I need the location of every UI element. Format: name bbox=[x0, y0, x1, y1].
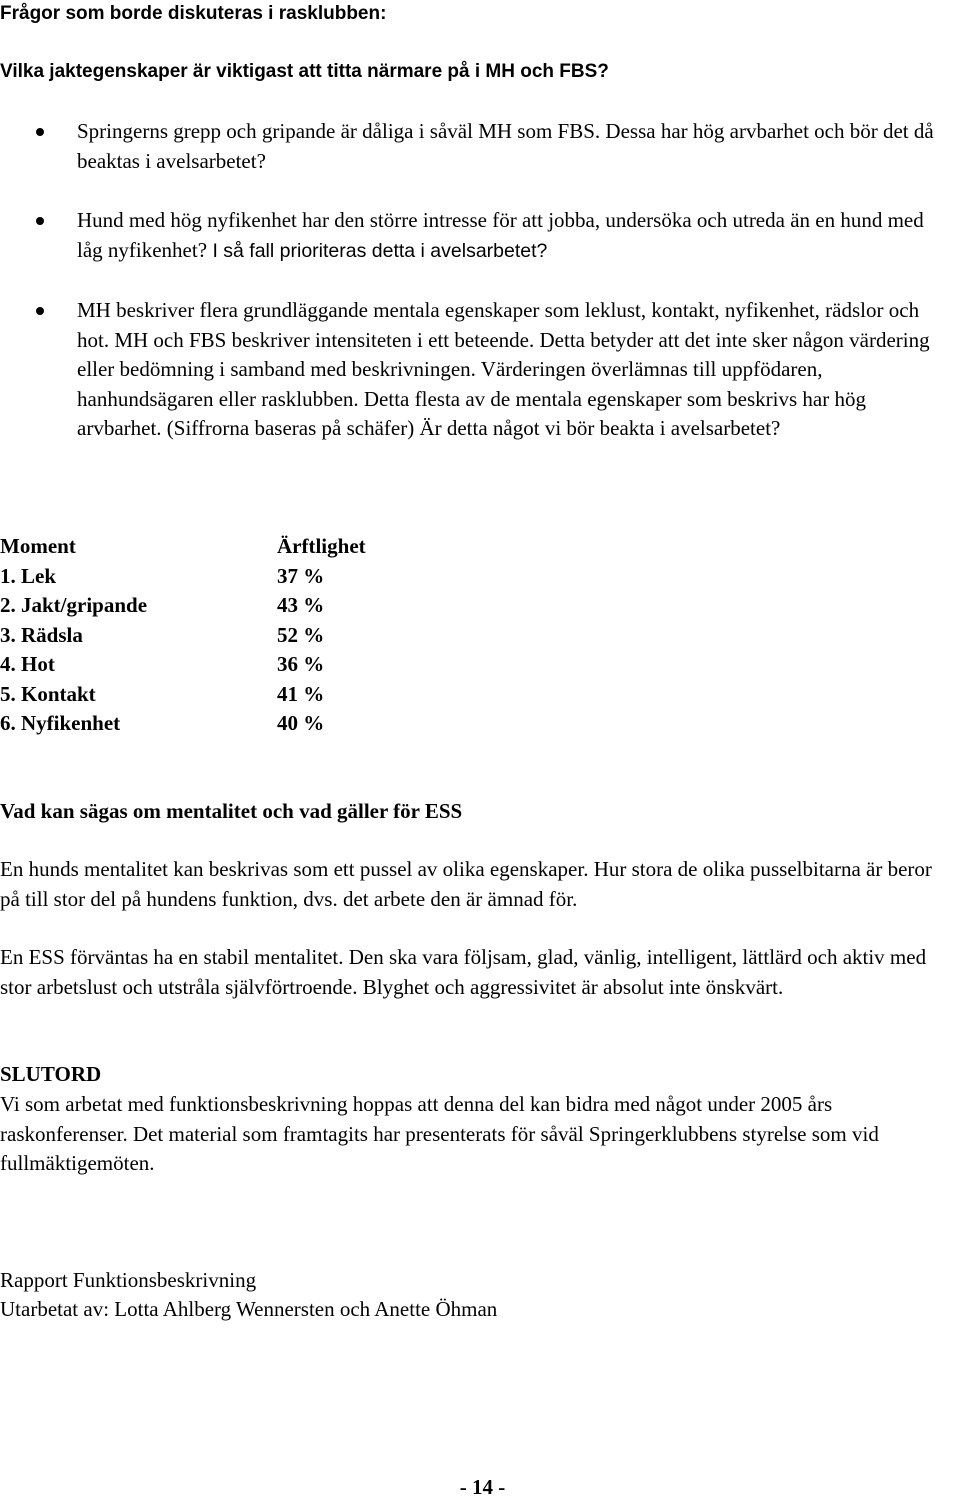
table-row bbox=[0, 709, 366, 739]
paragraph: En hunds mentalitet kan beskrivas som ett pussel av olika egenskaper. Hur stora de olika pusselbitarna är beror på till stor del på hundens funktion, dvs. det arbete den är ämnad för. bbox=[0, 857, 932, 911]
list-item-text: Hund med hög nyfikenhet har den större intresse för att jobba, undersöka och utreda än en hund med låg nyfikenhet? bbox=[77, 208, 924, 262]
list-item bbox=[0, 296, 947, 444]
column-header-moment: Moment bbox=[0, 534, 76, 558]
column-header-value: Ärftlighet bbox=[277, 534, 366, 558]
report-authors: Utarbetat av: Lotta Ahlberg Wennersten och Anette Öhman bbox=[0, 1297, 498, 1321]
moment-cell: 4. Hot bbox=[0, 652, 55, 676]
moment-cell: 5. Kontakt bbox=[0, 681, 96, 706]
table-row bbox=[0, 562, 366, 592]
page-number-container bbox=[0, 1473, 960, 1503]
section-heading: Vad kan sägas om mentalitet och vad gäller för ESS bbox=[0, 799, 463, 823]
moment-cell: 3. Rädsla bbox=[0, 622, 83, 647]
moment-cell: 1. Lek bbox=[0, 563, 57, 588]
value-cell: 52 % bbox=[277, 622, 325, 647]
paragraph: En ESS förväntas ha en stabil mentalitet. Den ska vara följsam, glad, vänlig, intelligent, lättlärd och aktiv med stor arbetslust och utstråla självförtroende. Blyghet och aggressivitet är absolut inte önskvärt. bbox=[0, 945, 927, 999]
table-row bbox=[0, 680, 366, 710]
list-item bbox=[0, 117, 947, 176]
question-heading: Vilka jaktegenskaper är viktigast att titta närmare på i MH och FBS? bbox=[0, 61, 609, 82]
bullet-icon bbox=[36, 307, 44, 315]
bullet-icon bbox=[36, 128, 44, 136]
question-list bbox=[0, 117, 960, 474]
list-item-text: Springerns grepp och gripande är dåliga i såväl MH som FBS. Dessa har hög arvbarhet och bör det då beaktas i avelsarbetet? bbox=[77, 119, 934, 173]
table-row bbox=[0, 650, 366, 680]
value-cell: 40 % bbox=[277, 711, 325, 735]
value-cell: 41 % bbox=[277, 681, 325, 706]
list-item-text-sans: I så fall prioriteras detta i avelsarbetet? bbox=[207, 239, 548, 262]
report-title: Rapport Funktionsbeskrivning bbox=[0, 1268, 257, 1292]
moment-cell: 6. Nyfikenhet bbox=[0, 711, 121, 735]
closing-paragraph: Vi som arbetat med funktionsbeskrivning hoppas att denna del kan bidra med något under 2005 års raskonferenser. Det material som framtagits har presenterats för såväl Springerklubbens styrelse som vid fullmäktigemöten. bbox=[0, 1092, 879, 1175]
moment-cell: 2. Jakt/gripande bbox=[0, 593, 148, 617]
bullet-icon bbox=[36, 217, 44, 225]
page-title: Frågor som borde diskuteras i rasklubben: bbox=[0, 3, 387, 24]
value-cell: 36 % bbox=[277, 652, 325, 676]
heritability-table bbox=[0, 532, 366, 739]
list-item bbox=[0, 206, 947, 266]
value-cell: 37 % bbox=[277, 563, 325, 588]
table-header-row bbox=[0, 532, 366, 562]
table-row bbox=[0, 591, 366, 621]
value-cell: 43 % bbox=[277, 593, 325, 617]
page-number: - 14 - bbox=[459, 1475, 506, 1499]
closing-heading: SLUTORD bbox=[0, 1062, 102, 1086]
table-row bbox=[0, 621, 366, 651]
list-item-text: MH beskriver flera grundläggande mentala egenskaper som leklust, kontakt, nyfikenhet, rädslor och hot. MH och FBS beskriver intensiteten i ett beteende. Detta betyder att det inte sker någon värdering eller bedömning i samband med beskrivningen. Värderingen överlämnas till uppfödaren, hanhundsägaren eller rasklubben. Detta flesta av de mentala egenskaper som beskrivs har hög arvbarhet. (Siffrorna baseras på schäfer) Är detta något vi bör beakta i avelsarbetet? bbox=[77, 298, 930, 440]
